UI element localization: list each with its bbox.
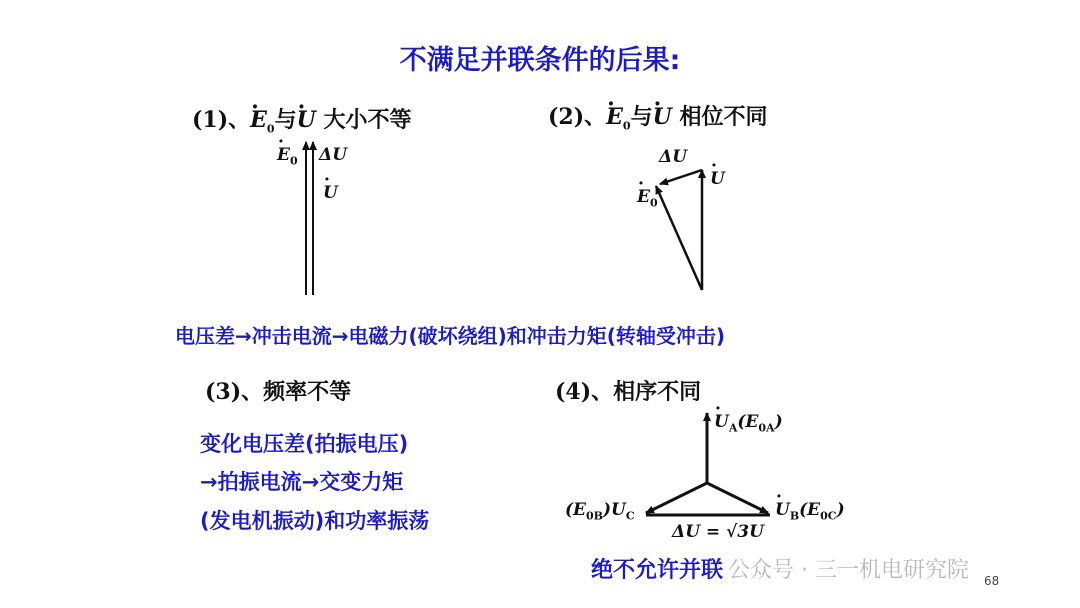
freq-line-1: 变化电压差(拍振电压) <box>200 432 409 456</box>
d2-e0-label: · $E_0$ <box>637 187 658 209</box>
page-title: 不满足并联条件的后果: <box>399 45 681 76</box>
conclusion: 绝不允许并联 <box>591 558 724 583</box>
section-2-header: (2)、· $E_0$与· U 相位不同 <box>548 100 767 132</box>
d2-u-label: · U <box>710 169 725 189</box>
section-1-header: (1)、· $E_0$与· U 大小不等 <box>192 103 411 135</box>
page-number: 68 <box>984 574 1000 588</box>
watermark: 公众号 · 三一机电研究院 <box>728 558 969 583</box>
d4-formula: ΔU = √3U <box>672 522 764 542</box>
consequence-line: 电压差→冲击电流→电磁力(破坏绕组)和冲击力矩(转轴受冲击) <box>175 324 726 348</box>
phase-c <box>646 483 707 513</box>
phase-b <box>707 483 768 513</box>
d1-du-label: ΔU <box>319 145 348 165</box>
freq-line-3: (发电机振动)和功率振荡 <box>200 509 430 533</box>
d4-left-label: $(E_{0B})U_C$ <box>565 500 635 523</box>
section-4-header: (4)、相序不同 <box>555 379 702 405</box>
e0-vector-2 <box>656 186 702 290</box>
du-vector-2 <box>660 170 702 184</box>
d1-u-label: · U <box>323 183 338 203</box>
d4-top-label: · $U_A(E_{0A})$ <box>714 412 783 434</box>
section-3-header: (3)、频率不等 <box>205 379 352 405</box>
d1-e0-label: · $E_0$ <box>277 145 298 167</box>
d2-du-label: ΔU <box>659 147 688 167</box>
freq-line-2: →拍振电流→交变力矩 <box>200 470 404 494</box>
d4-right-label: · $U_B(E_{0C})$ <box>775 500 845 522</box>
